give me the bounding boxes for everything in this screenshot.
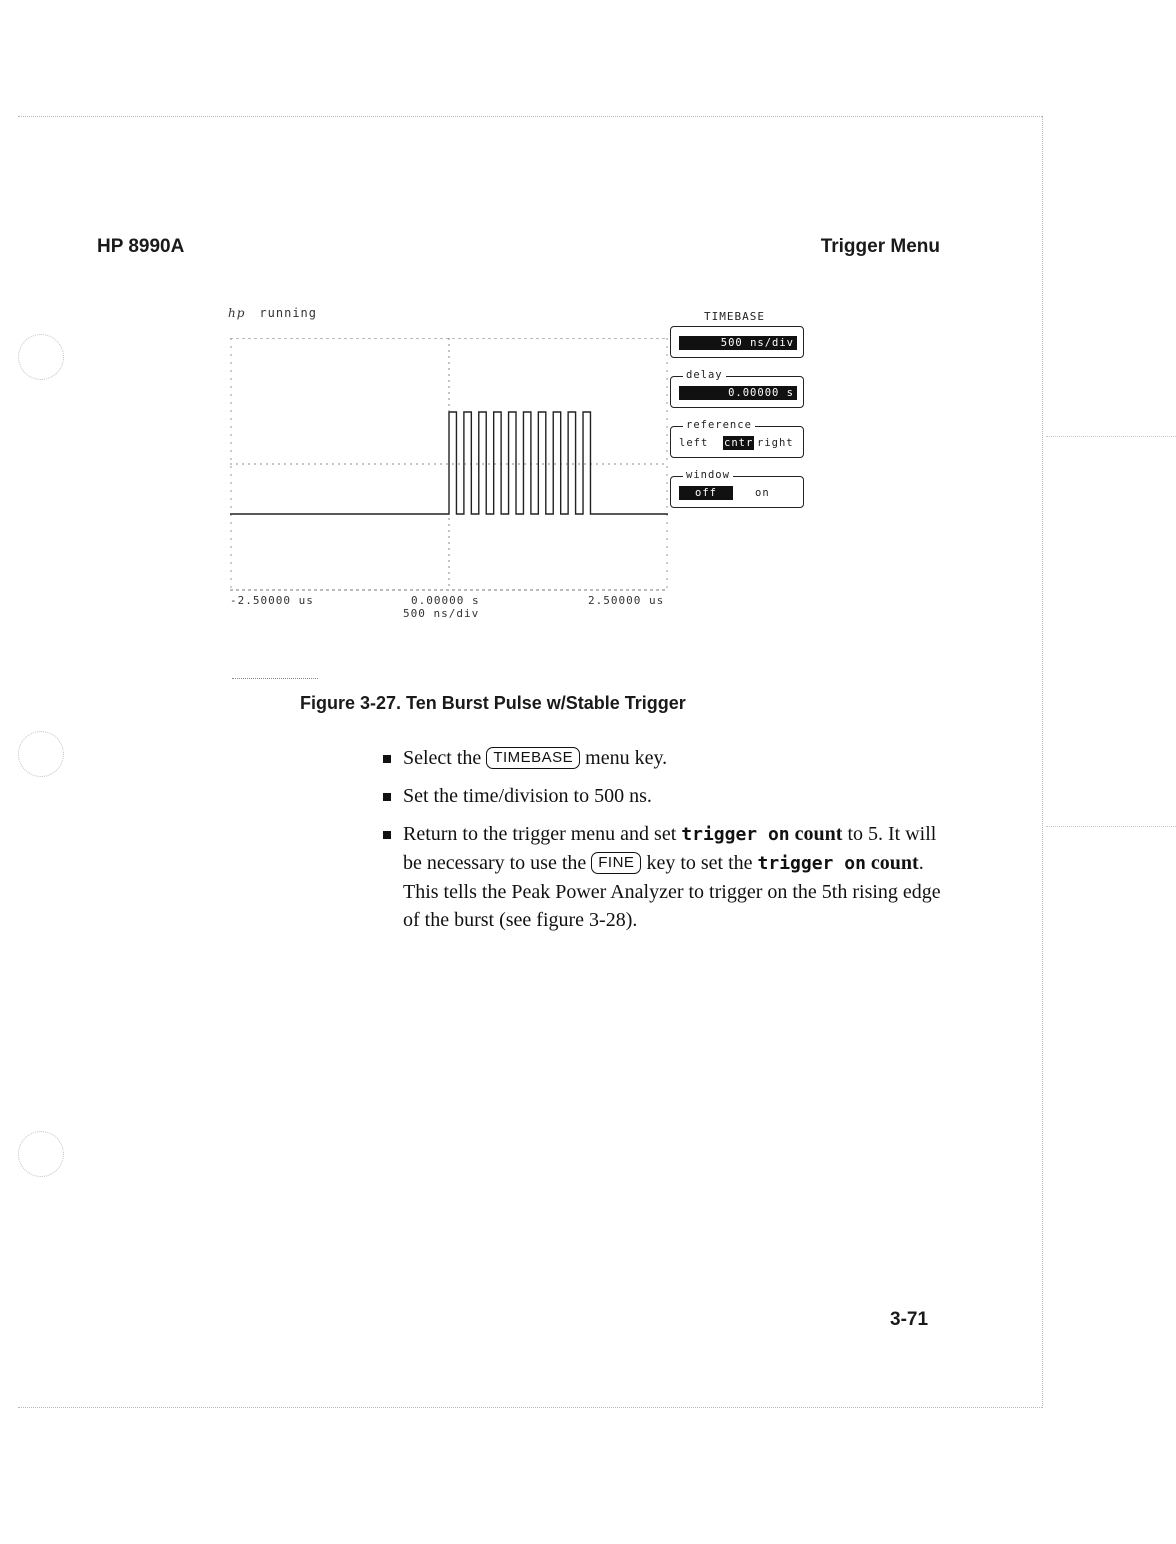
procedure-steps — [382, 744, 942, 944]
delay-label: delay — [683, 369, 726, 381]
binder-hole — [18, 334, 64, 380]
delay-value: 0.00000 s — [679, 386, 797, 400]
window-on-option[interactable]: on — [755, 487, 770, 499]
timebase-key: TIMEBASE — [486, 747, 580, 769]
status-text: running — [259, 306, 317, 320]
delay-softkey[interactable] — [670, 369, 804, 408]
step-select-timebase: Select the TIMEBASE menu key. — [382, 744, 942, 772]
figure-rule — [232, 678, 318, 679]
waveform-graticule — [230, 338, 670, 594]
figure-caption: Figure 3-27. Ten Burst Pulse w/Stable Trigger — [300, 693, 686, 713]
bullet-icon — [383, 831, 391, 839]
bold-count: count — [870, 852, 919, 874]
page-border-right — [1042, 116, 1043, 1408]
running-head-product: HP 8990A — [97, 236, 185, 257]
reference-cntr-option[interactable]: cntr — [724, 437, 754, 449]
x-label-right: 2.50000 us — [588, 594, 665, 607]
running-head-section: Trigger Menu — [820, 236, 940, 257]
screen-status — [228, 306, 317, 320]
reference-right-option[interactable]: right — [757, 437, 794, 449]
reference-label: reference — [683, 419, 755, 431]
step-set-time-division: Set the time/division to 500 ns. — [382, 782, 942, 810]
step-set-trigger-count: Return to the trigger menu and set trigger on count to 5. It will be necessary to use the FINE key to set the trigger on count. This tells the Peak Power Analyzer to trigger on the 5th rising edge of the burst (see figure 3-28). — [382, 820, 942, 934]
binder-hole — [18, 1131, 64, 1177]
fine-key: FINE — [591, 852, 641, 874]
instrument-screen — [228, 302, 818, 632]
waveform-trace — [230, 412, 668, 514]
bullet-icon — [383, 755, 391, 763]
margin-mark — [1046, 436, 1176, 437]
bullet-icon — [383, 793, 391, 801]
code-trigger-on: trigger on — [757, 853, 866, 874]
x-scale-label: 500 ns/div — [403, 607, 480, 620]
page-border-top — [18, 116, 1042, 117]
window-off-option[interactable]: off — [679, 486, 733, 500]
burst-pulse-trace — [230, 412, 668, 514]
margin-mark — [1046, 826, 1176, 827]
hp-logo-icon: hp — [228, 306, 246, 320]
bold-count: count — [794, 823, 843, 845]
binder-hole — [18, 731, 64, 777]
window-label: window — [683, 469, 733, 481]
timebase-softkey[interactable] — [670, 326, 804, 358]
menu-title: TIMEBASE — [704, 310, 765, 323]
x-label-left: -2.50000 us — [230, 594, 314, 607]
timebase-value: 500 ns/div — [679, 336, 797, 350]
code-trigger-on: trigger on — [681, 824, 790, 845]
reference-left-option[interactable]: left — [679, 437, 709, 449]
page-number: 3-71 — [890, 1309, 929, 1330]
window-softkey[interactable] — [670, 469, 804, 508]
reference-softkey[interactable] — [670, 419, 804, 458]
x-label-center: 0.00000 s — [411, 594, 480, 607]
page-border-bottom — [18, 1407, 1042, 1408]
